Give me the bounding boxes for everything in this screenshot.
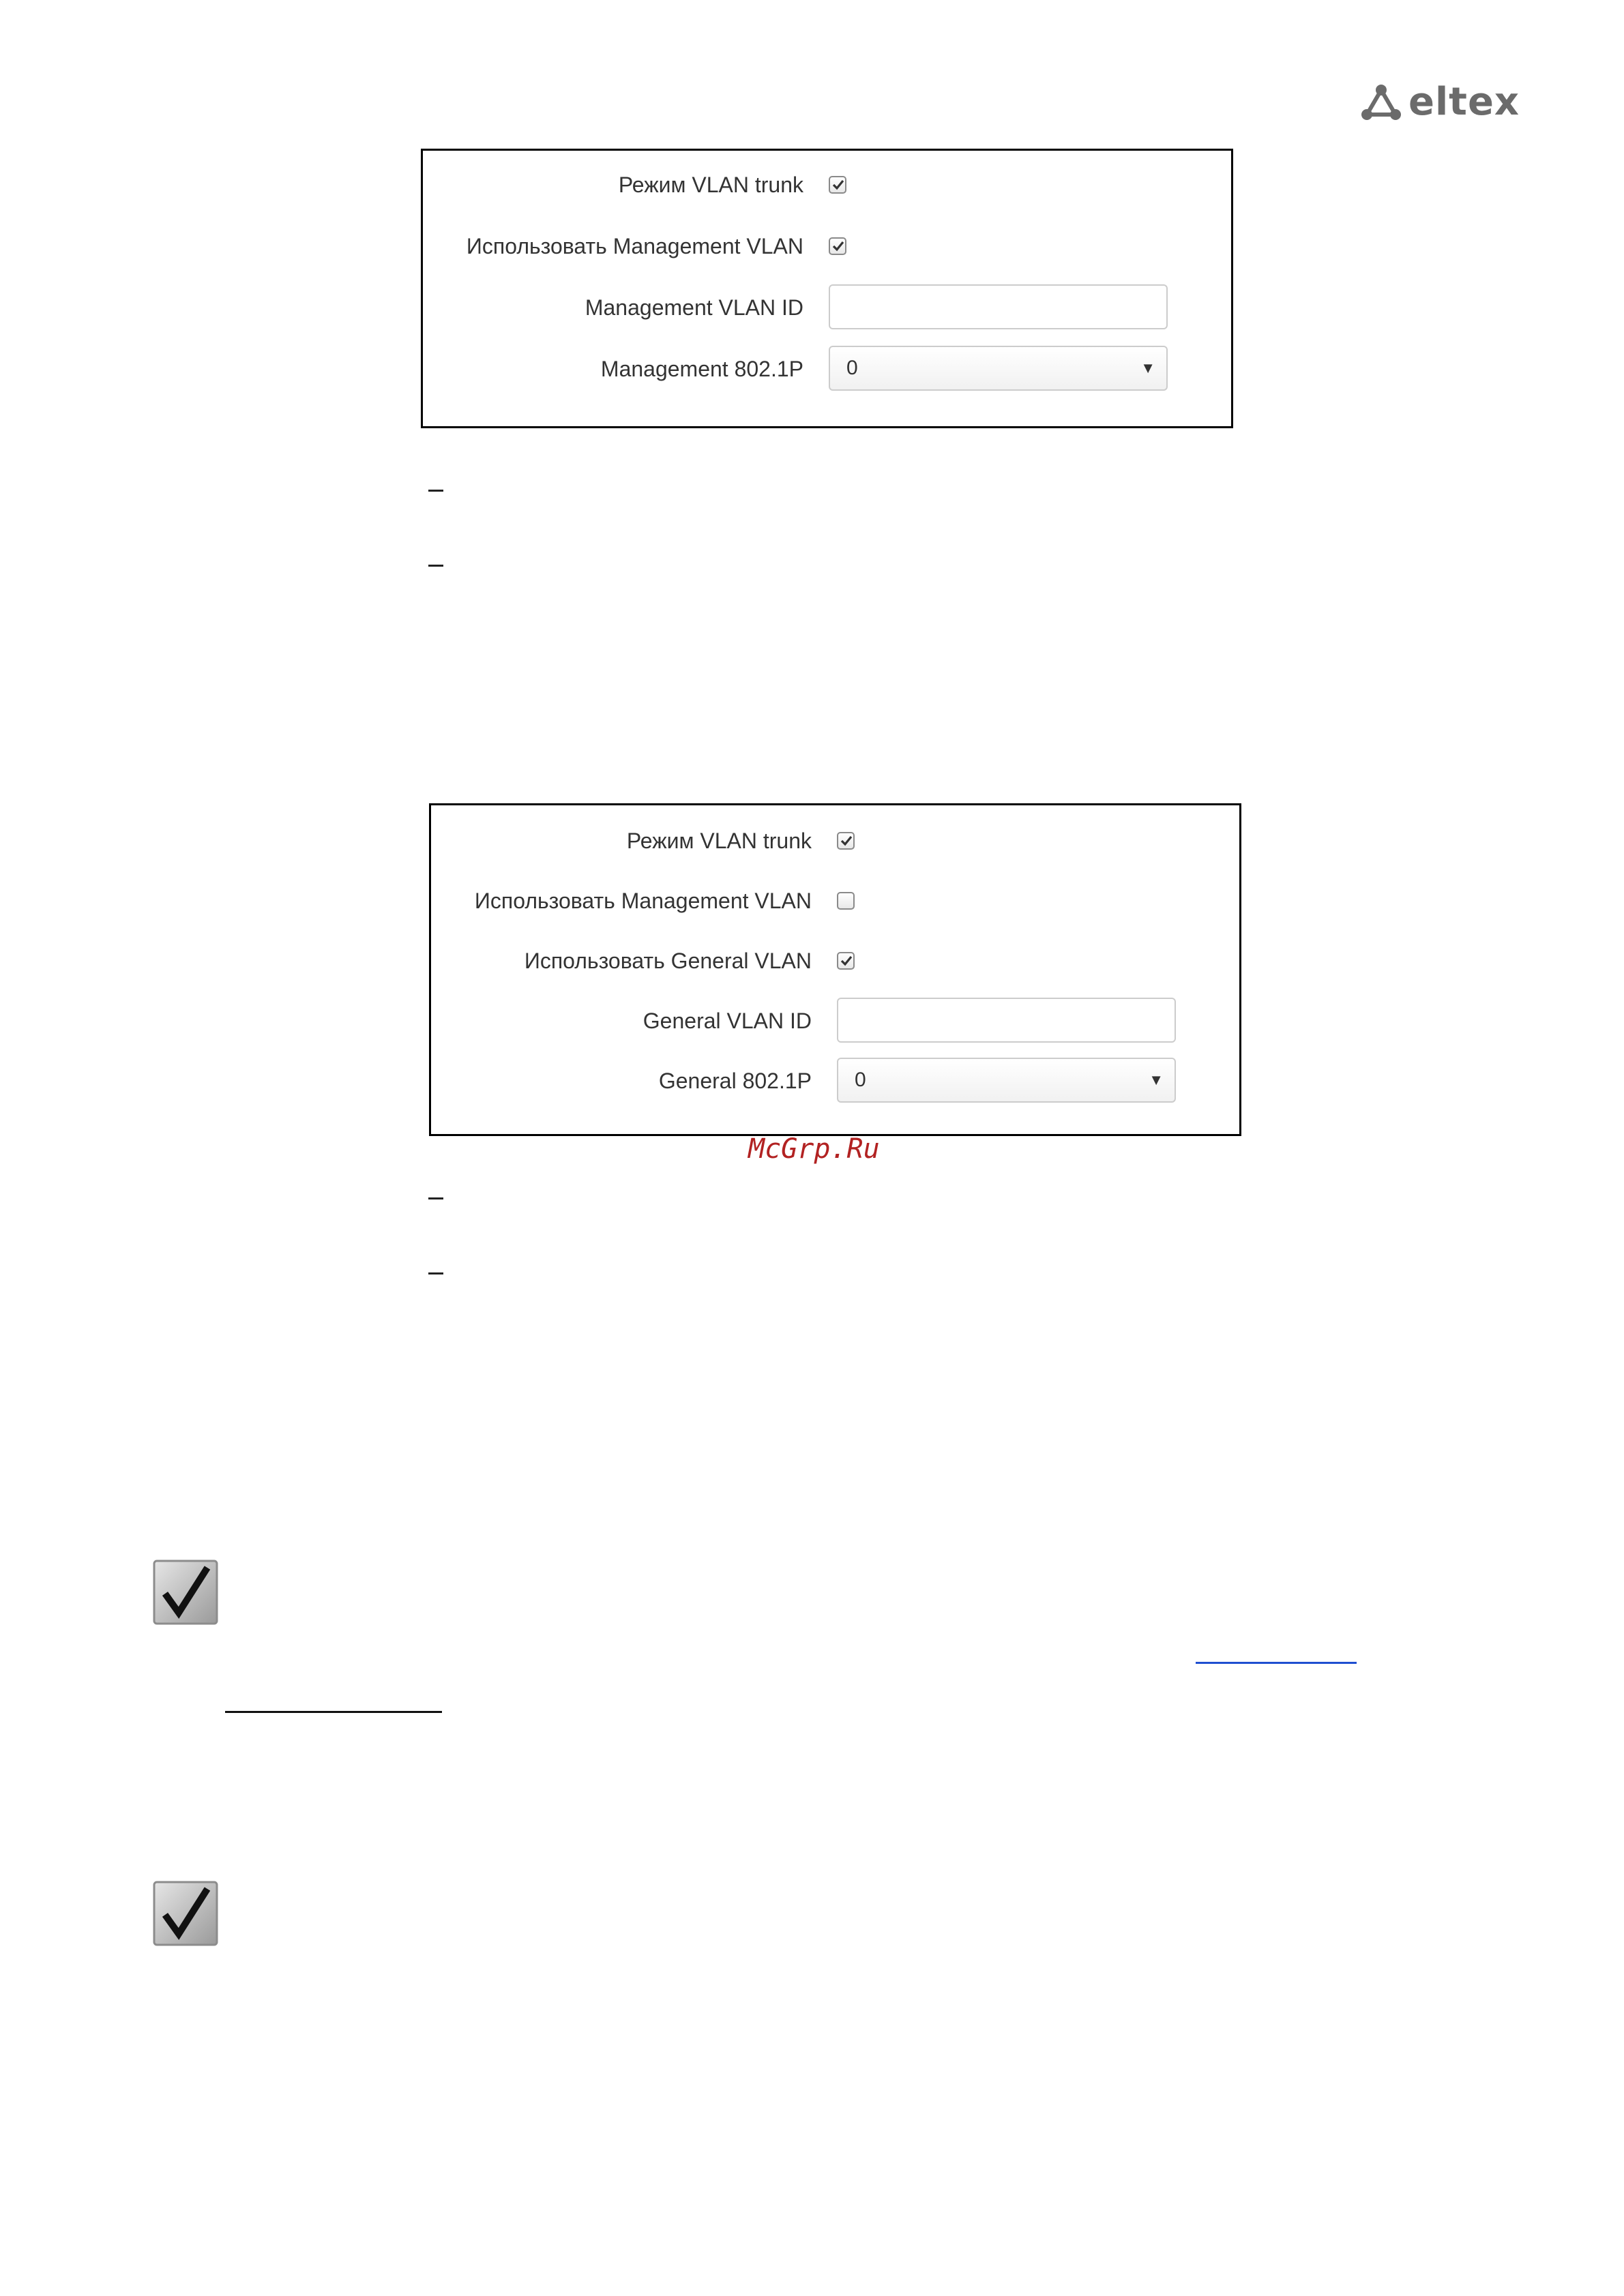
- checkmark-note-icon: [153, 1560, 218, 1625]
- general-vlan-id-input[interactable]: [837, 998, 1176, 1043]
- management-8021p-label: Management 802.1P: [600, 357, 803, 381]
- check-icon: [840, 954, 853, 968]
- list-bullet-dash: [428, 1197, 443, 1199]
- hyperlink-underline-continued[interactable]: [225, 1711, 442, 1713]
- watermark-text: McGrp.Ru: [748, 1133, 880, 1165]
- management-vlan-id-label: Management VLAN ID: [585, 295, 803, 320]
- vlan-trunk-label: Режим VLAN trunk: [626, 829, 812, 853]
- use-management-vlan-row: [431, 877, 1239, 925]
- vlan-trunk-label: Режим VLAN trunk: [618, 173, 803, 197]
- general-vlan-id-row: [431, 997, 1239, 1045]
- use-management-vlan-checkbox[interactable]: [837, 892, 855, 910]
- check-icon: [831, 239, 845, 253]
- list-bullet-dash: [428, 1272, 443, 1274]
- vlan-general-settings-panel: [429, 803, 1241, 1136]
- vlan-trunk-row: [431, 817, 1239, 865]
- eltex-logo: [1361, 80, 1520, 124]
- vlan-trunk-row: [423, 161, 1231, 209]
- general-8021p-label: General 802.1P: [658, 1069, 812, 1093]
- management-8021p-value: 0: [846, 357, 858, 379]
- use-management-vlan-row: [423, 222, 1231, 270]
- use-management-vlan-label: Использовать Management VLAN: [474, 889, 812, 913]
- management-8021p-select[interactable]: [829, 346, 1168, 391]
- use-general-vlan-checkbox[interactable]: [837, 952, 855, 970]
- general-8021p-value: 0: [855, 1069, 866, 1091]
- list-bullet-dash: [428, 490, 443, 492]
- general-8021p-select[interactable]: [837, 1058, 1176, 1103]
- check-icon: [840, 834, 853, 848]
- check-icon: [831, 178, 845, 192]
- use-general-vlan-row: [431, 937, 1239, 985]
- brand-wordmark: eltex: [1408, 80, 1520, 124]
- vlan-trunk-checkbox[interactable]: [829, 176, 846, 194]
- eltex-logo-icon: [1361, 83, 1402, 121]
- management-vlan-id-row: [423, 284, 1231, 331]
- hyperlink-underline[interactable]: [1196, 1662, 1357, 1664]
- checkmark-note-icon: [153, 1881, 218, 1946]
- general-8021p-row: [431, 1057, 1239, 1105]
- use-management-vlan-label: Использовать Management VLAN: [466, 234, 803, 258]
- caret-down-icon: ▼: [1149, 1071, 1164, 1088]
- management-8021p-row: [423, 345, 1231, 393]
- list-bullet-dash: [428, 565, 443, 567]
- management-vlan-id-input[interactable]: [829, 284, 1168, 329]
- vlan-management-settings-panel: [421, 149, 1233, 428]
- general-vlan-id-label: General VLAN ID: [643, 1009, 812, 1033]
- use-general-vlan-label: Использовать General VLAN: [524, 949, 812, 973]
- caret-down-icon: ▼: [1140, 359, 1155, 376]
- use-management-vlan-checkbox[interactable]: [829, 237, 846, 255]
- vlan-trunk-checkbox[interactable]: [837, 832, 855, 850]
